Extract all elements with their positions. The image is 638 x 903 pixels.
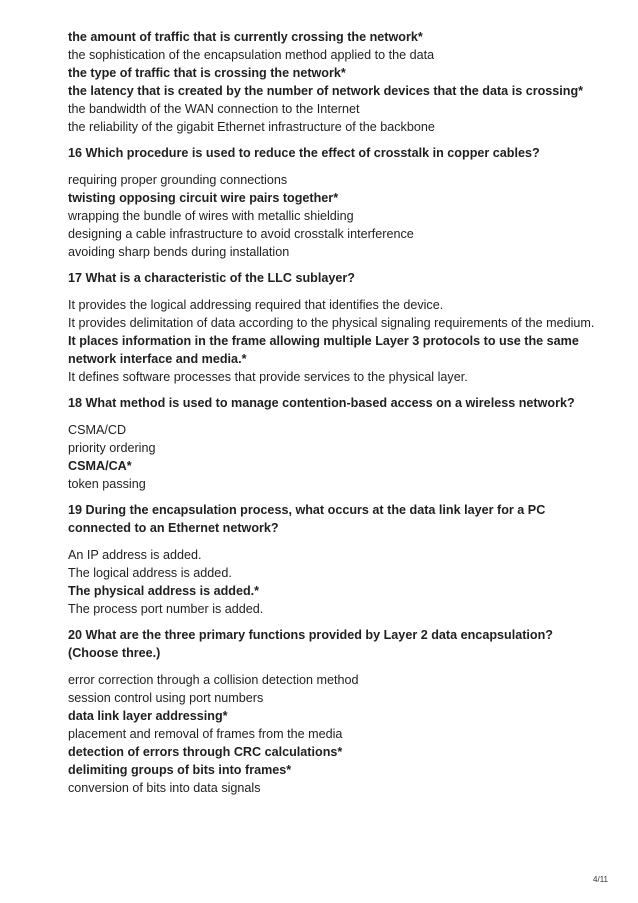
- document-page: [68, 28, 598, 797]
- answer-option: conversion of bits into data signals: [68, 781, 261, 795]
- answer-option: It defines software processes that provide services to the physical layer.: [68, 370, 468, 384]
- answer-option: The process port number is added.: [68, 602, 264, 616]
- answer-option: session control using port numbers: [68, 691, 264, 705]
- correct-answer-option: The physical address is added.*: [68, 584, 260, 598]
- correct-answer-option: the latency that is created by the number of network devices that the data is crossing*: [68, 84, 584, 98]
- question-text: 17 What is a characteristic of the LLC sublayer?: [68, 271, 355, 285]
- answer-option: error correction through a collision detection method: [68, 673, 359, 687]
- answer-option: requiring proper grounding connections: [68, 173, 288, 187]
- correct-answer-option: twisting opposing circuit wire pairs together*: [68, 191, 339, 205]
- question-text: 19 During the encapsulation process, what occurs at the data link layer for a PC connected to an Ethernet network?: [68, 503, 546, 535]
- correct-answer-option: the type of traffic that is crossing the network*: [68, 66, 346, 80]
- answer-option: the reliability of the gigabit Ethernet infrastructure of the backbone: [68, 120, 435, 134]
- correct-answer-option: delimiting groups of bits into frames*: [68, 763, 292, 777]
- answer-option: placement and removal of frames from the media: [68, 727, 343, 741]
- answer-option: the sophistication of the encapsulation method applied to the data: [68, 48, 435, 62]
- correct-answer-option: detection of errors through CRC calculations*: [68, 745, 343, 759]
- answer-option: It provides delimitation of data according to the physical signaling requirements of the medium.: [68, 316, 595, 330]
- answer-option: It provides the logical addressing required that identifies the device.: [68, 298, 444, 312]
- answer-option: CSMA/CD: [68, 423, 127, 437]
- answer-option: wrapping the bundle of wires with metallic shielding: [68, 209, 354, 223]
- answer-option: designing a cable infrastructure to avoid crosstalk interference: [68, 227, 414, 241]
- correct-answer-option: data link layer addressing*: [68, 709, 228, 723]
- question-text: 18 What method is used to manage contention-based access on a wireless network?: [68, 396, 575, 410]
- correct-answer-option: the amount of traffic that is currently crossing the network*: [68, 30, 423, 44]
- correct-answer-option: It places information in the frame allowing multiple Layer 3 protocols to use the same network interface and media.*: [68, 334, 579, 366]
- correct-answer-option: CSMA/CA*: [68, 459, 132, 473]
- question-text: 20 What are the three primary functions provided by Layer 2 data encapsulation? (Choose three.): [68, 628, 553, 660]
- answer-option: priority ordering: [68, 441, 156, 455]
- question-text: 16 Which procedure is used to reduce the effect of crosstalk in copper cables?: [68, 146, 540, 160]
- answer-option: the bandwidth of the WAN connection to the Internet: [68, 102, 360, 116]
- answer-option: token passing: [68, 477, 146, 491]
- answer-option: The logical address is added.: [68, 566, 232, 580]
- answer-option: avoiding sharp bends during installation: [68, 245, 290, 259]
- page-number: 4/11: [593, 875, 608, 884]
- answer-option: An IP address is added.: [68, 548, 202, 562]
